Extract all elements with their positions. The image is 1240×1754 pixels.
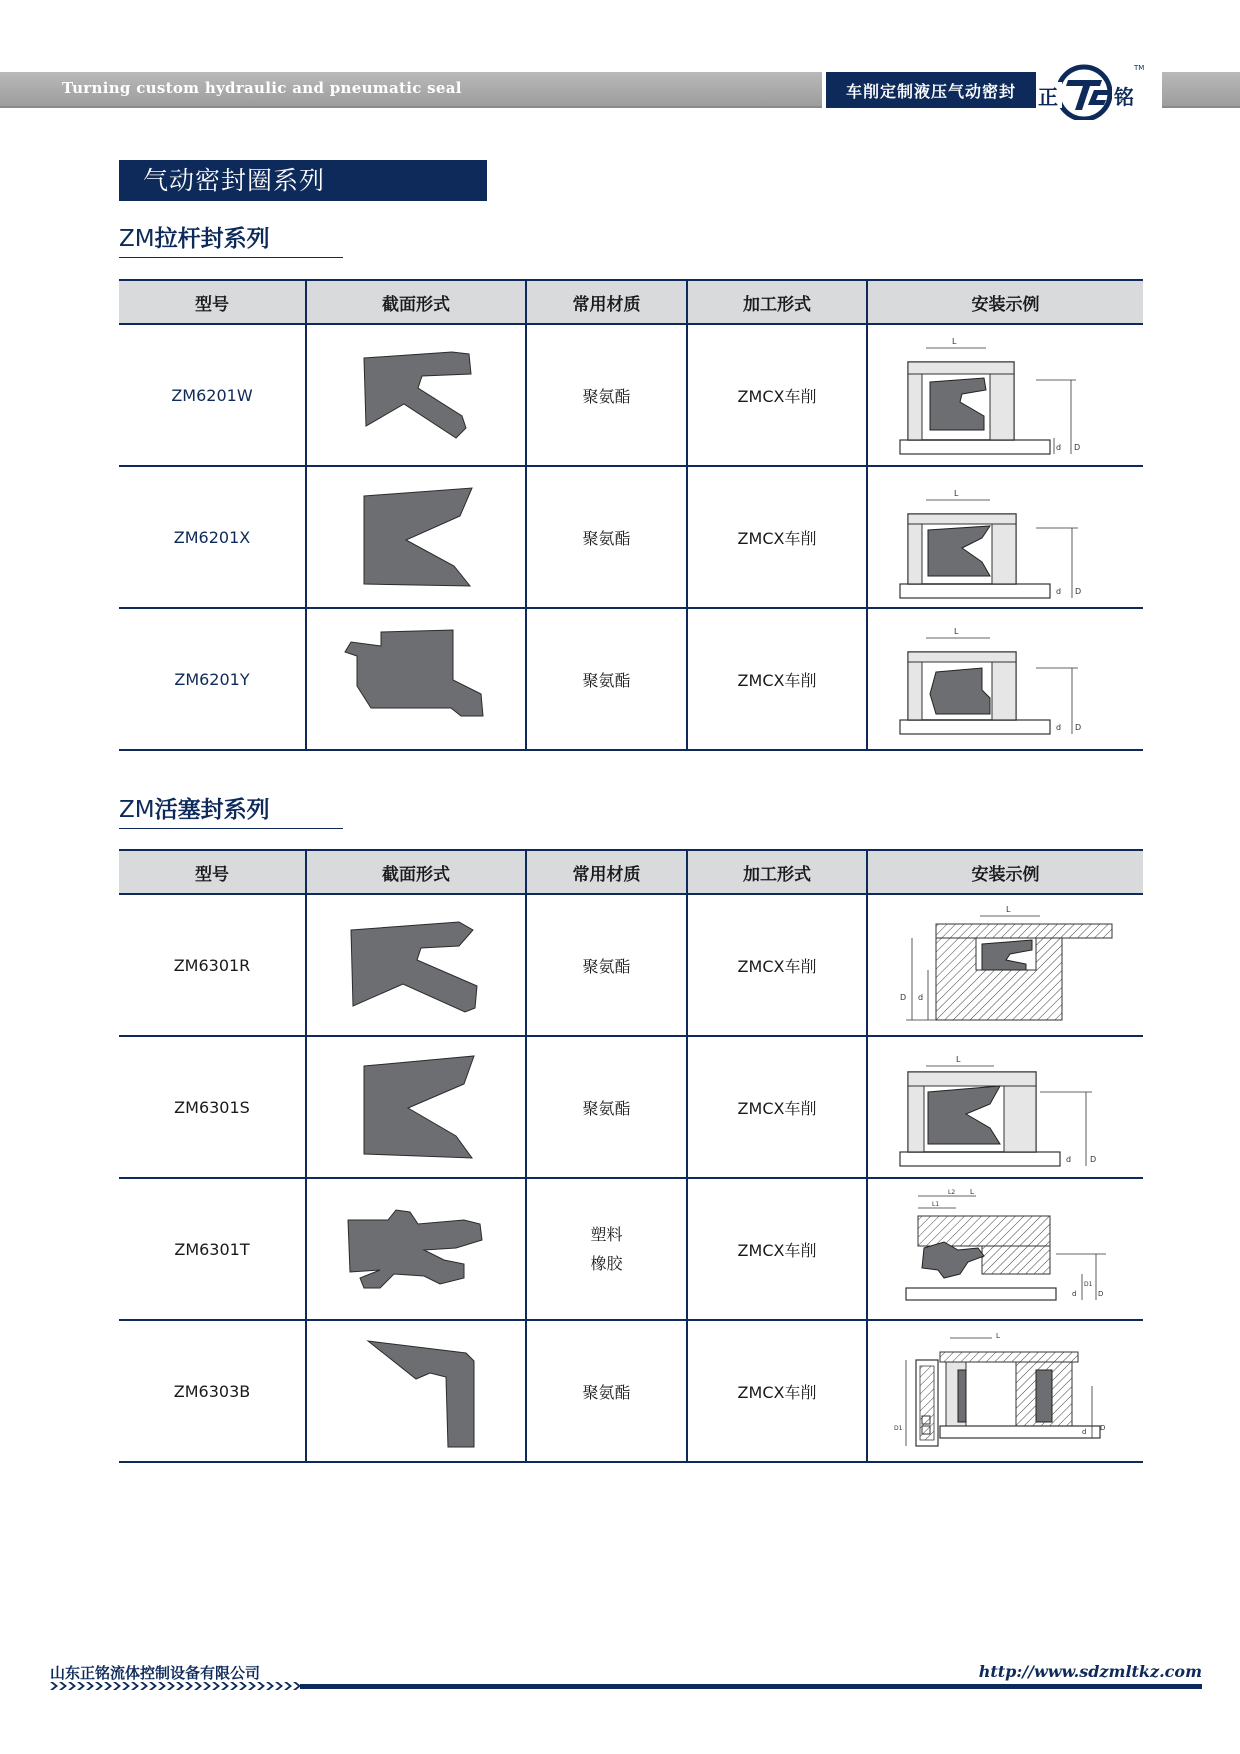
process-cell: ZMCX车削 xyxy=(687,894,867,1036)
table-row xyxy=(119,1036,1143,1178)
section-title: 气动密封圈系列 xyxy=(119,160,487,201)
model-cell: ZM6301R xyxy=(119,894,306,1036)
seal-profile-t-icon xyxy=(336,1194,496,1304)
seal-profile-r-icon xyxy=(341,910,491,1020)
logo-right-char: 铭 xyxy=(1114,85,1134,109)
install-cell xyxy=(867,608,1143,750)
material-cell xyxy=(526,1178,687,1320)
series-name: 拉杆封系列 xyxy=(154,226,270,252)
col-model: 型号 xyxy=(119,280,306,324)
install-piston-s-icon xyxy=(886,1042,1126,1172)
seal-profile-s-icon xyxy=(346,1052,486,1162)
install-cell xyxy=(867,466,1143,608)
dim-D: D xyxy=(1099,1424,1105,1432)
seal-profile-y-icon xyxy=(341,624,491,734)
col-material: 常用材质 xyxy=(526,850,687,894)
col-model: 型号 xyxy=(119,850,306,894)
model-cell: ZM6301T xyxy=(119,1178,306,1320)
col-install: 安装示例 xyxy=(867,280,1143,324)
header-band-left xyxy=(0,72,822,108)
dim-l: L xyxy=(955,1055,960,1064)
table-row xyxy=(119,324,1143,466)
header-band xyxy=(0,64,1240,109)
install-piston-t-icon xyxy=(886,1184,1126,1314)
dim-l: L xyxy=(1005,905,1010,914)
seal-profile-b-icon xyxy=(346,1331,486,1451)
dim-d: d xyxy=(1071,1290,1076,1298)
material-cell: 聚氨酯 xyxy=(526,466,687,608)
dim-l: L xyxy=(953,627,958,636)
material-cell: 聚氨酯 xyxy=(526,894,687,1036)
material-line-1: 塑料 xyxy=(590,1225,623,1244)
brand-logo xyxy=(1036,60,1158,120)
table-header-row xyxy=(119,850,1143,894)
seal-profile-w-icon xyxy=(346,340,486,450)
process-cell: ZMCX车削 xyxy=(687,324,867,466)
series-prefix: ZM xyxy=(119,226,155,252)
table-row xyxy=(119,1178,1143,1320)
header-chinese: 车削定制液压气动密封 xyxy=(826,72,1036,108)
install-cell xyxy=(867,894,1143,1036)
dim-l1: L1 xyxy=(931,1201,939,1208)
brand-logo-icon xyxy=(1036,60,1158,120)
dim-D: D xyxy=(1073,443,1080,452)
install-piston-b-icon xyxy=(886,1326,1126,1456)
col-material: 常用材质 xyxy=(526,280,687,324)
process-cell: ZMCX车削 xyxy=(687,1320,867,1462)
section-cell xyxy=(306,1320,526,1462)
table-row xyxy=(119,894,1143,1036)
dim-D: D xyxy=(1097,1290,1103,1298)
col-process: 加工形式 xyxy=(687,280,867,324)
col-section: 截面形式 xyxy=(306,850,526,894)
install-cell xyxy=(867,1178,1143,1320)
process-cell: ZMCX车削 xyxy=(687,1178,867,1320)
dim-d: d xyxy=(1055,443,1061,452)
dim-d: d xyxy=(1055,587,1061,596)
section-cell xyxy=(306,608,526,750)
series-name: 活塞封系列 xyxy=(154,797,270,823)
series-title-piston xyxy=(119,795,343,829)
dim-D: D xyxy=(899,993,906,1002)
model-cell: ZM6301S xyxy=(119,1036,306,1178)
material-line-2: 橡胶 xyxy=(590,1254,623,1273)
dim-d: d xyxy=(917,993,923,1002)
install-cell xyxy=(867,324,1143,466)
material-cell: 聚氨酯 xyxy=(526,324,687,466)
install-rod-x-icon xyxy=(886,472,1126,602)
process-cell: ZMCX车削 xyxy=(687,608,867,750)
footer-company: 山东正铭流体控制设备有限公司 xyxy=(50,1664,261,1682)
section-cell xyxy=(306,1036,526,1178)
install-rod-y-icon xyxy=(886,614,1126,744)
footer-url[interactable]: http://www.sdzmltkz.com xyxy=(978,1662,1202,1681)
dim-d: d xyxy=(1081,1428,1086,1436)
col-section: 截面形式 xyxy=(306,280,526,324)
footer-divider xyxy=(50,1682,1202,1690)
install-rod-w-icon xyxy=(886,330,1126,460)
dim-D1: D1 xyxy=(1083,1281,1092,1288)
seal-profile-x-icon xyxy=(346,482,486,592)
header-english: Turning custom hydraulic and pneumatic seal xyxy=(62,79,462,97)
model-cell: ZM6201W xyxy=(119,324,306,466)
model-cell: ZM6201X xyxy=(119,466,306,608)
install-piston-r-icon xyxy=(886,900,1126,1030)
material-cell: 聚氨酯 xyxy=(526,1320,687,1462)
piston-seal-table xyxy=(119,849,1143,1463)
header-band-right xyxy=(1162,72,1240,108)
dim-l: L xyxy=(995,1332,1000,1340)
logo-trademark: TM xyxy=(1134,64,1145,72)
series-prefix: ZM xyxy=(119,797,155,823)
dim-D: D xyxy=(1089,1155,1096,1164)
col-install: 安装示例 xyxy=(867,850,1143,894)
table-row xyxy=(119,466,1143,608)
section-cell xyxy=(306,466,526,608)
dim-l2: L2 xyxy=(947,1189,955,1196)
process-cell: ZMCX车削 xyxy=(687,466,867,608)
process-cell: ZMCX车削 xyxy=(687,1036,867,1178)
table-row xyxy=(119,1320,1143,1462)
section-cell xyxy=(306,324,526,466)
dim-d: d xyxy=(1065,1155,1071,1164)
dim-D: D xyxy=(1074,587,1081,596)
table-header-row xyxy=(119,280,1143,324)
dim-l: L xyxy=(953,489,958,498)
model-cell: ZM6303B xyxy=(119,1320,306,1462)
install-cell xyxy=(867,1320,1143,1462)
model-cell: ZM6201Y xyxy=(119,608,306,750)
dim-d: d xyxy=(1055,723,1061,732)
table-row xyxy=(119,608,1143,750)
logo-left-char: 正 xyxy=(1038,85,1058,109)
material-cell: 聚氨酯 xyxy=(526,608,687,750)
rod-seal-table xyxy=(119,279,1143,751)
section-cell xyxy=(306,1178,526,1320)
dim-l: L xyxy=(951,337,956,346)
section-cell xyxy=(306,894,526,1036)
dim-D1: D1 xyxy=(893,1425,902,1432)
material-cell: 聚氨酯 xyxy=(526,1036,687,1178)
dim-D: D xyxy=(1074,723,1081,732)
install-cell xyxy=(867,1036,1143,1178)
series-title-rod xyxy=(119,224,343,258)
col-process: 加工形式 xyxy=(687,850,867,894)
dim-l: L xyxy=(969,1188,974,1196)
